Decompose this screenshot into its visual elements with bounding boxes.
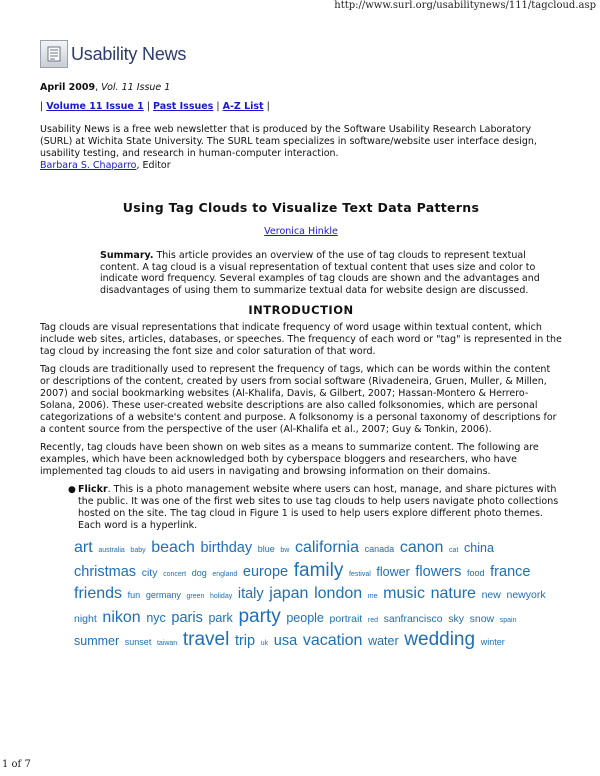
tag-link-baby[interactable]: baby: [130, 547, 146, 555]
tag-link-winter[interactable]: winter: [480, 637, 505, 648]
newsletter-intro: [40, 124, 562, 172]
main-content: [40, 82, 562, 654]
tag-link-france[interactable]: france: [490, 563, 531, 580]
tag-link-nikon[interactable]: nikon: [102, 608, 141, 626]
tag-link-europe[interactable]: europe: [242, 563, 289, 580]
tag-link-bw[interactable]: bw: [280, 547, 290, 555]
tag-link-snow[interactable]: snow: [469, 612, 495, 625]
summary-text: This article provides an overview of the use of tag clouds to represent textual content. A tag cloud is a visual representation of textual content that uses size and color to indicate word frequency. Several examples of tag clouds are shown and the advantages and disadvantages of using them to summarize textual data for website design are discussed.: [100, 250, 540, 296]
list-item-label: Flickr: [78, 484, 108, 496]
tag-link-summer[interactable]: summer: [74, 634, 120, 649]
tag-link-beach[interactable]: beach: [151, 539, 195, 557]
tag-link-uk[interactable]: uk: [260, 640, 269, 648]
tag-link-london[interactable]: london: [314, 585, 363, 603]
tag-link-new[interactable]: new: [481, 589, 501, 602]
tag-link-birthday[interactable]: birthday: [200, 540, 253, 557]
tag-link-sky[interactable]: sky: [448, 612, 464, 625]
tag-link-water[interactable]: water: [368, 634, 399, 649]
author-link[interactable]: Veronica Hinkle: [264, 226, 338, 237]
tag-cloud: [74, 538, 564, 654]
tag-link-fun[interactable]: fun: [127, 590, 141, 601]
article-title: Using Tag Clouds to Visualize Text Data Patterns: [122, 200, 480, 215]
tag-link-friends[interactable]: friends: [74, 585, 123, 603]
tag-link-trip[interactable]: trip: [234, 633, 256, 650]
body-paragraph: Tag clouds are visual representations that indicate frequency of word usage within textual content, which include web sites, articles, databases, or speeches. The frequency of each word or "tag" is represented in the tag cloud by increasing the font size and color saturation of that word.: [40, 322, 562, 358]
editor-link[interactable]: Barbara S. Chaparro: [40, 160, 137, 171]
tag-link-sanfrancisco[interactable]: sanfrancisco: [383, 612, 443, 625]
tag-link-travel[interactable]: travel: [182, 629, 230, 651]
list-item-flickr: [68, 484, 562, 532]
tag-link-dog[interactable]: dog: [191, 567, 207, 578]
tag-link-taiwan[interactable]: taiwan: [156, 640, 178, 648]
tag-link-paris[interactable]: paris: [171, 609, 203, 626]
tag-link-japan[interactable]: japan: [269, 585, 309, 603]
tag-link-me[interactable]: me: [367, 593, 378, 601]
article-author: [40, 226, 562, 238]
newsletter-icon: [40, 40, 68, 68]
body-paragraph: Tag clouds are traditionally used to represent the frequency of tags, which can be words within the content or descriptions of the content, created by users from social software (Rivadeneira, Gruen, Muller, & Millen, 2007) and social bookmarking websites (Al-Khalifa, Davis, & Gilbert, 2007; Hassan-Montero & Herrero-Solana, 2006). These user-created website descriptions are also called folksonomies, which are personal categorizations of a website's content and purpose. A folksonomy is a personal taxonomy of descriptions for a content source from the perspective of the user (Al-Khalifa et al., 2007; Guy & Tonkin, 2006).: [40, 364, 557, 436]
page-indicator: 1 of 7: [2, 759, 31, 770]
tag-link-art[interactable]: art: [74, 539, 93, 557]
summary-label: Summary.: [100, 250, 154, 261]
print-url: http://www.surl.org/usabilitynews/111/tagcloud.asp: [334, 0, 596, 11]
tag-link-italy[interactable]: italy: [237, 586, 264, 603]
tag-link-night[interactable]: night: [74, 612, 97, 625]
tag-link-usa[interactable]: usa: [273, 633, 298, 650]
tag-link-flowers[interactable]: flowers: [415, 563, 462, 580]
logo-text: Usability News: [71, 43, 187, 64]
body-paragraph: Recently, tag clouds have been shown on web sites as a means to summarize content. The following are examples, which have been acknowledged both by cyberspace bloggers and researchers, who have implemented tag clouds to aid users in navigating and browsing information on their domains.: [40, 442, 539, 478]
tag-link-green[interactable]: green: [186, 593, 205, 601]
tag-link-canon[interactable]: canon: [399, 539, 444, 557]
nav-current-issue-link[interactable]: Volume 11 Issue 1: [46, 101, 144, 112]
tag-link-germany[interactable]: germany: [145, 590, 181, 601]
tag-link-england[interactable]: england: [212, 570, 238, 578]
tag-link-family[interactable]: family: [293, 559, 344, 581]
section-heading-introduction: INTRODUCTION: [248, 303, 354, 318]
issue-date: April 2009: [40, 82, 96, 93]
tag-link-city[interactable]: city: [141, 566, 158, 579]
issue-line: April 2009, Vol. 11 Issue 1: [40, 82, 171, 93]
tag-link-cat[interactable]: cat: [449, 547, 459, 555]
tag-link-newyork[interactable]: newyork: [506, 589, 546, 602]
editor-role: , Editor: [136, 160, 171, 171]
tag-link-sunset[interactable]: sunset: [124, 637, 152, 648]
list-item-text: [78, 484, 562, 532]
tag-link-party[interactable]: party: [238, 605, 281, 627]
nav-az-list-link[interactable]: A-Z List: [222, 101, 264, 112]
article-summary: [100, 250, 542, 296]
tag-link-music[interactable]: music: [383, 585, 425, 603]
tag-link-canada[interactable]: canada: [364, 544, 395, 555]
tag-link-nyc[interactable]: nyc: [146, 610, 166, 625]
tag-link-red[interactable]: red: [367, 616, 378, 624]
usability-news-logo[interactable]: [40, 40, 186, 68]
tag-link-park[interactable]: park: [208, 610, 233, 625]
tag-link-concert[interactable]: concert: [163, 570, 187, 578]
tag-link-china[interactable]: china: [464, 541, 494, 556]
editor-line: [40, 160, 562, 172]
tag-link-people[interactable]: people: [286, 610, 324, 625]
tag-link-blue[interactable]: blue: [257, 544, 275, 555]
tag-link-vacation[interactable]: vacation: [302, 632, 363, 650]
tag-link-christmas[interactable]: christmas: [74, 563, 137, 580]
article-body: [40, 322, 562, 478]
issue-nav: | Volume 11 Issue 1 | Past Issues | A-Z List |: [40, 101, 270, 112]
tag-link-nature[interactable]: nature: [430, 585, 476, 603]
intro-text: Usability News is a free web newsletter that is produced by the Software Usability Research Laboratory (SURL) at Wichita State University. The SURL team specializes in software/website user interface design, usability testing, and research in human-computer interaction.: [40, 124, 537, 159]
tag-link-australia[interactable]: australia: [98, 547, 125, 555]
list-item-body: . This is a photo management website where users can host, manage, and share pictures with the public. It was one of the first web sites to use tag clouds to help users navigate photo collections hosted on the site. The tag cloud in Figure 1 is used to help users explore different photo themes. Each word is a hyperlink.: [78, 484, 559, 532]
tag-link-food[interactable]: food: [466, 567, 485, 578]
tag-link-california[interactable]: california: [294, 539, 359, 557]
tag-link-portrait[interactable]: portrait: [329, 612, 363, 625]
tag-link-wedding[interactable]: wedding: [404, 629, 476, 651]
tag-link-holiday[interactable]: holiday: [210, 593, 233, 601]
nav-past-issues-link[interactable]: Past Issues: [153, 101, 214, 112]
issue-volume: Vol. 11 Issue 1: [101, 82, 171, 93]
tag-link-flower[interactable]: flower: [376, 564, 410, 579]
tag-link-spain[interactable]: spain: [499, 616, 517, 624]
bullet-icon: ●: [68, 485, 76, 496]
tag-link-festival[interactable]: festival: [348, 570, 371, 578]
